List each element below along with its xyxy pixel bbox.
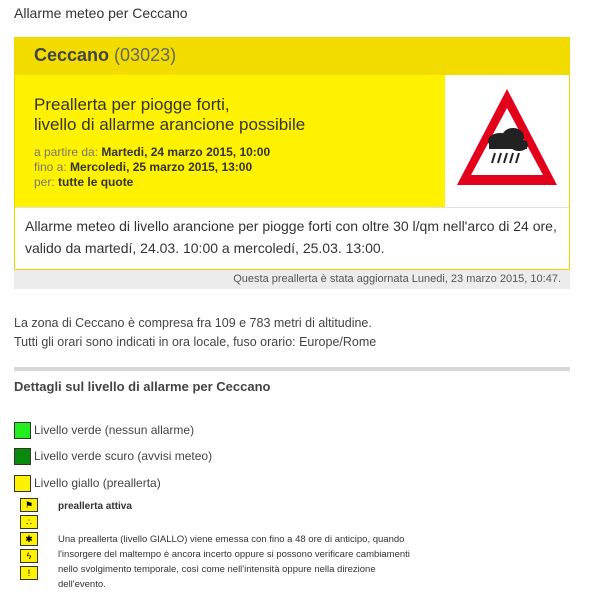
update-note: Questa preallerta è stata aggiornata Lunedi, 23 marzo 2015, 10:47. bbox=[14, 270, 570, 289]
alert-headline-line1: Preallerta per piogge forti, bbox=[34, 95, 230, 114]
city-zip: (03023) bbox=[114, 45, 177, 65]
alert-headline bbox=[34, 95, 394, 135]
from-value: Martedi, 24 marzo 2015, 10:00 bbox=[101, 145, 271, 159]
hazard-icons bbox=[20, 498, 42, 583]
pre-alert-description: Una preallerta (livello GIALLO) viene emessa con fino a 48 ore di anticipo, quando l'insorgere del maltempo è ancora incerto oppure si possono verificare cambiamenti nello svolgimento temporale, così come nell'intensità oppure nella direzione dell'evento. bbox=[58, 534, 410, 590]
details-title: Dettagli sul livello di allarme per Ceccano bbox=[14, 379, 271, 394]
rain-warning-triangle-icon bbox=[445, 75, 569, 207]
zone-altitude: La zona di Ceccano è compresa fra 109 e 783 metri di altitudine. bbox=[14, 316, 372, 330]
snow-icon: ✱ bbox=[20, 532, 38, 546]
alert-headline-line2: livello di allarme arancione possibile bbox=[34, 115, 306, 134]
zone-info bbox=[14, 314, 376, 352]
level-green-label: Livello verde (nessun allarme) bbox=[34, 423, 195, 437]
level-green bbox=[14, 421, 194, 439]
alert-header bbox=[15, 38, 569, 75]
thunder-icon: ϟ bbox=[20, 549, 38, 563]
alert-description: Allarme meteo di livello arancione per piogge forti con oltre 30 l/qm nell'arco di 24 ore, valido da martedí, 24.03. 10:00 a mercoledí, 25.03. 13:00. bbox=[15, 207, 569, 269]
alert-card bbox=[14, 37, 570, 270]
for-value: tutte le quote bbox=[58, 175, 134, 189]
wind-flag-icon: ⚑ bbox=[20, 498, 38, 512]
level-dark-green-swatch bbox=[14, 448, 31, 465]
pre-alert-title: preallerta attiva bbox=[58, 501, 132, 512]
level-yellow bbox=[14, 474, 161, 492]
level-dark-green bbox=[14, 447, 212, 465]
level-green-swatch bbox=[14, 422, 31, 439]
page-title: Allarme meteo per Ceccano bbox=[14, 5, 188, 21]
level-yellow-swatch bbox=[14, 475, 31, 492]
alert-main bbox=[15, 75, 569, 207]
level-yellow-label: Livello giallo (preallerta) bbox=[34, 476, 161, 490]
for-label: per: bbox=[34, 175, 55, 189]
rain-drops-icon: ∴ bbox=[20, 515, 38, 529]
ice-icon: ! bbox=[20, 566, 38, 580]
level-dark-green-label: Livello verde scuro (avvisi meteo) bbox=[34, 449, 213, 463]
to-label: fino a: bbox=[34, 160, 67, 174]
city-name: Ceccano bbox=[34, 45, 110, 65]
section-divider bbox=[14, 367, 570, 371]
zone-timezone: Tutti gli orari sono indicati in ora locale, fuso orario: Europe/Rome bbox=[14, 335, 377, 349]
from-label: a partire da: bbox=[34, 145, 99, 159]
to-value: Mercoledi, 25 marzo 2015, 13:00 bbox=[70, 160, 253, 174]
